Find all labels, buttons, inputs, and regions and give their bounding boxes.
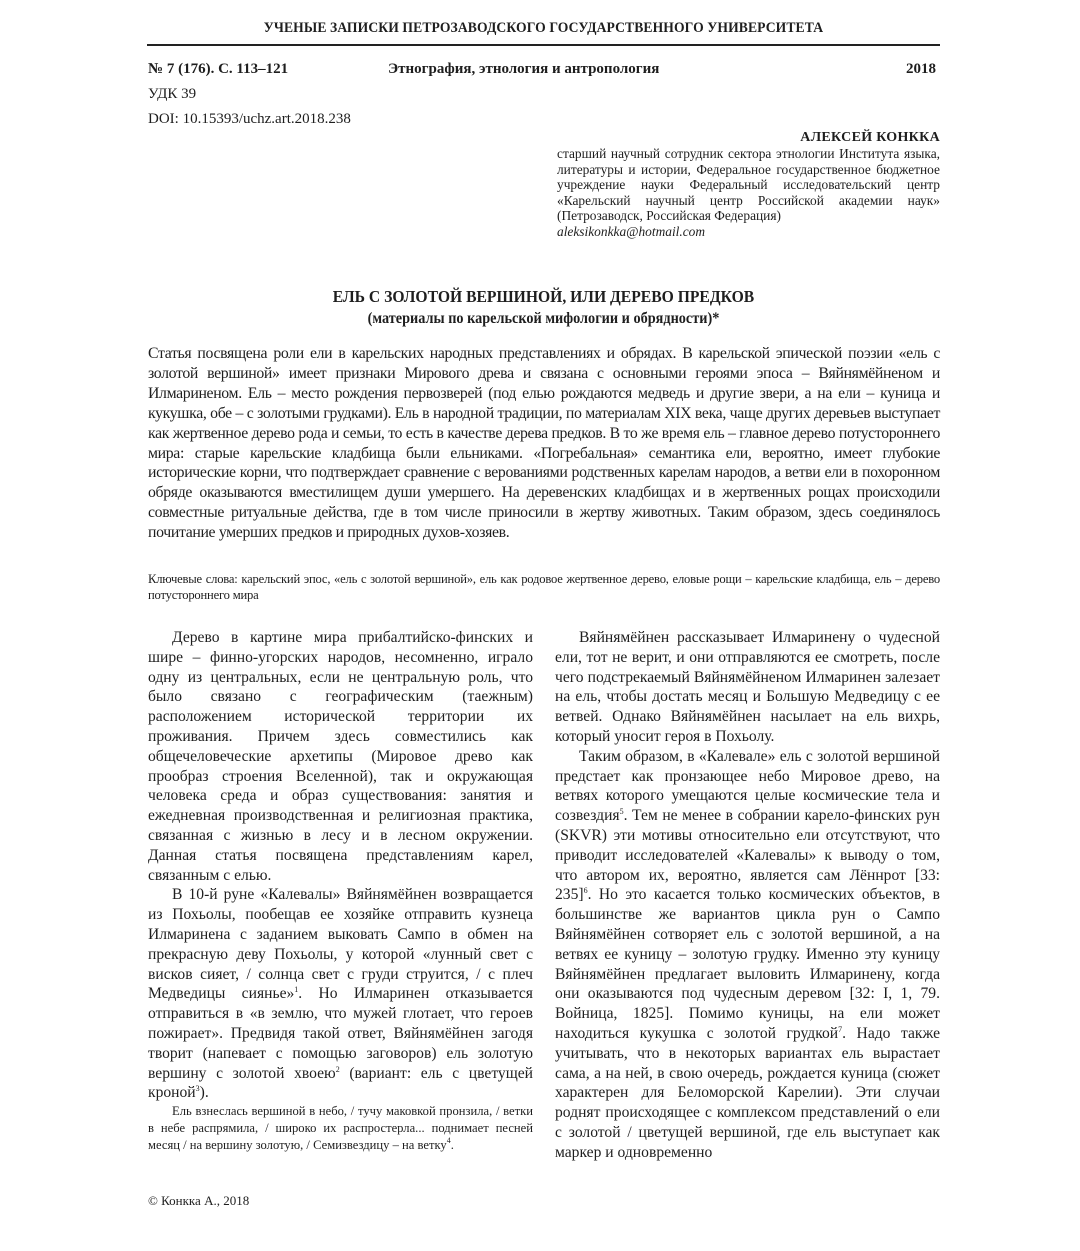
footnote-ref[interactable]: 1 xyxy=(294,985,299,995)
udk-code: УДК 39 xyxy=(148,86,197,102)
footnote-ref[interactable]: 3 xyxy=(195,1084,200,1094)
author-name: АЛЕКСЕЙ КОНККА xyxy=(800,130,940,145)
footnote-ref[interactable]: 5 xyxy=(619,807,624,817)
text-run: . xyxy=(450,1137,454,1152)
footnote-ref[interactable]: 6 xyxy=(583,886,588,896)
paragraph: Вяйнямёйнен рассказывает Илмаринену о чудесной ели, тот не верит, и они отправляются ее смотреть, после чего подстрекаемый Вяйнямёйненом Илмаринен залезает на ель, чтобы достать месяц и Большую Медведицу с ее ветвей. Однако Вяйнямёйнен насылает на ель вихрь, который уносит героя в Похьолу. xyxy=(555,629,940,745)
journal-section: Этнография, этнология и антропология xyxy=(388,61,660,77)
author-block xyxy=(557,146,940,240)
text-run: ). xyxy=(199,1084,209,1102)
publication-year: 2018 xyxy=(906,61,936,77)
poem-quote xyxy=(148,1103,533,1153)
body-column-right xyxy=(555,628,940,1163)
author-affiliation: старший научный сотрудник сектора этнологии Института языка, литературы и истории, Федеральное государственное бюджетное учреждение науки Федеральный исследовательский центр «Карельский научный центр Российской академии наук» (Петрозаводск, Российская Федерация) xyxy=(557,146,940,224)
paragraph xyxy=(148,885,533,1103)
author-email[interactable]: aleksikonkka@hotmail.com xyxy=(557,223,706,239)
doi: DOI: 10.15393/uchz.art.2018.238 xyxy=(148,111,351,127)
article-subtitle: (материалы по карельской мифологии и обрядности)* xyxy=(367,310,720,327)
text-run: Таким образом, в «Калевале» ель с золотой вершиной предстает как пронзающее небо Мировое древо, на ветвях которого умещаются целые космические тела и созвездия xyxy=(555,747,940,825)
copyright: © Конкка А., 2018 xyxy=(148,1193,250,1208)
abstract: Статья посвящена роли ели в карельских народных представлениях и обрядах. В карельской эпической поэзии «ель с золотой вершиной» имеет признаки Мирового древа и связана с основными героями эпоса – Вяйнямёйненом и Илмариненом. Ель – место рождения первозверей (под елью рождаются медведь и другие звери, а на ели – куница и кукушка, обе – с золотыми грудками). Ель в народной традиции, по материалам XIX века, чаще других деревьев выступает как жертвенное дерево рода и семьи, то есть в качестве дерева предков. В то же время ель – главное дерево потустороннего мира: старые карельские кладбища были ельниками. «Погребальная» семантика ели, вероятно, имеет глубокие исторические корни, что подтверждает сравнение с верованиями родственных карелам народов, а ветви ели в похоронном обряде оказываются вместилищем души умершего. На деревенских кладбищах и в жертвенных рощах происходили совместные ритуальные действа, где в том числе приносили в жертву животных. Таким образом, здесь соединялось почитание умерших предков и природных духов-хозяев. xyxy=(148,345,940,542)
footnote-ref[interactable]: 7 xyxy=(838,1024,843,1034)
text-run: . Но Илмаринен отказывается отправиться в «в землю, что мужей глотает, что героев пожирает». Предвидя такой ответ, Вяйнямёйнен загодя творит (напевает с помощью заговоров) ель золотую вершину с золотой хвоею xyxy=(148,985,533,1082)
text-run: (вариант: ель с цветущей кроной xyxy=(148,1064,534,1102)
text-run: В 10-й руне «Калевалы» Вяйнямёйнен возвращается из Похьолы, пообещав ее хозяйке отправить кузнеца Илмаринена с заданием выковать Сампо в обмен на прекрасную деву Похьолы, у которой «лунный свет с висков сияет, / солнца свет с груди струится, / с плеч Медведицы сиянье» xyxy=(148,886,533,1003)
paragraph xyxy=(555,747,940,1163)
journal-title: УЧЕНЫЕ ЗАПИСКИ ПЕТРОЗАВОДСКОГО ГОСУДАРСТВЕННОГО УНИВЕРСИТЕТА xyxy=(263,20,824,36)
text-run: . Но это касается только космических объектов, в большинстве же вариантов цикла рун о Сампо Вяйнямёйнен сотворяет ель с золотой вершиной, а на ветвях ее куницу – золотую грудку. Именно эту куницу Вяйнямёйнен предлагает выловить Илмаринену, когда они оказываются под чудесным деревом [32: I, 1, 79. Войница, 1825]. Помимо куницы, на ели может находиться кукушка с золотой грудкой xyxy=(555,886,940,1042)
issue-info: № 7 (176). С. 113–121 xyxy=(148,61,289,77)
footnote-ref[interactable]: 2 xyxy=(335,1064,340,1074)
body-column-left xyxy=(148,628,533,1154)
footnote-ref[interactable]: 4 xyxy=(446,1135,451,1145)
text-run: . Надо также учитывать, что в некоторых вариантах ель вырастает сама, а на ней, в свою очередь, рождается куница (сюжет характерен для Беломорской Карелии). Эти случаи роднят происходящее с комплексом представлений о ели с золотой / цветущей вершиной, где ель выступает как маркер и одновременно xyxy=(555,1024,940,1161)
text-run: . Тем не менее в собрании карело-финских рун (SKVR) эти мотивы относительно ели отсутствуют, что приводит исследователей «Калевалы» к выводу о том, что автором их, вероятно, является сам Лённрот [33: 235] xyxy=(555,807,940,904)
header-rule xyxy=(147,44,940,46)
text-run: Ель взнеслась вершиной в небо, / тучу маковкой пронзила, / ветки в небе распрямила, / широко их распростерла... поднимает песней месяц / на вершину золотую, / Семизвездицу – на ветку xyxy=(148,1104,533,1152)
article-title: ЕЛЬ С ЗОЛОТОЙ ВЕРШИНОЙ, ИЛИ ДЕРЕВО ПРЕДКОВ xyxy=(332,287,755,306)
keywords: Ключевые слова: карельский эпос, «ель с золотой вершиной», ель как родовое жертвенное дерево, еловые рощи – карельские кладбища, ель – дерево потустороннего мира xyxy=(148,572,940,602)
paragraph: Дерево в картине мира прибалтийско-финских и шире – финно-угорских народов, несомненно, играло одну из центральных, если не центральную роль, что было связано с географическим (таежным) расположением исторической территории их проживания. Причем здесь совместились как общечеловеческие архетипы (Мировое древо как прообраз строения Вселенной), так и окружающая человека среда и образ существования: занятия и ежедневная производственная и религиозная практика, связанная с жизнью в лесу и в лесном окружении. Данная статья посвящена представлениям карел, связанным с елью. xyxy=(148,629,533,884)
